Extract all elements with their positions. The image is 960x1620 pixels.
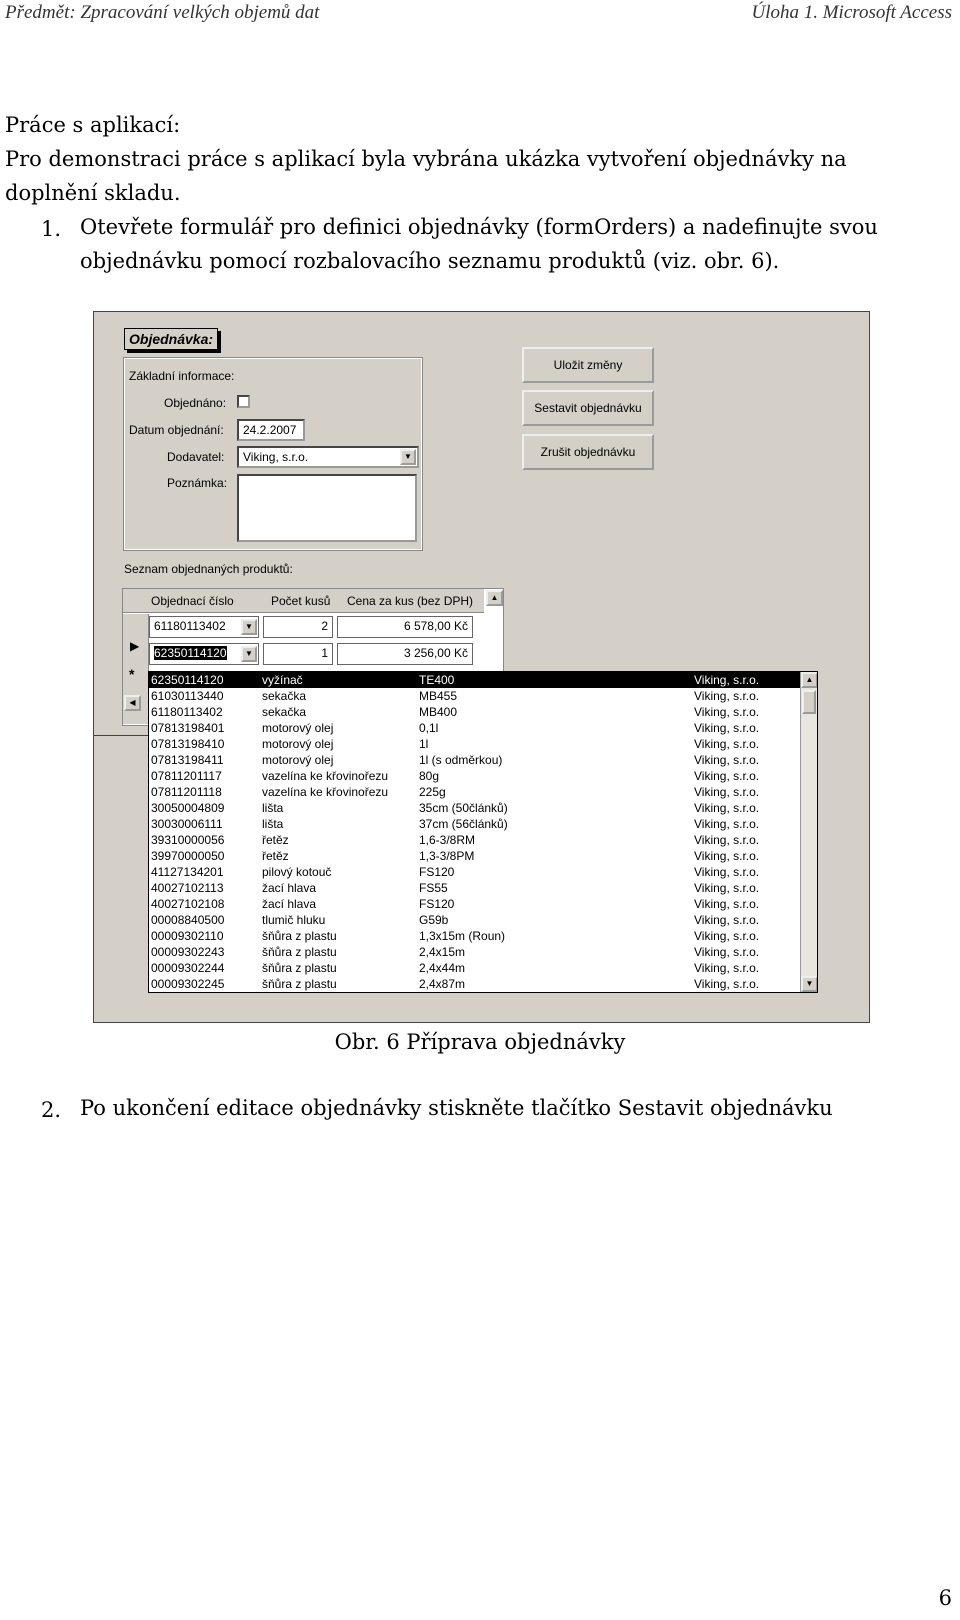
dropdown-item-supplier: Viking, s.r.o. [694, 785, 760, 799]
dropdown-item-type: 1l [419, 737, 429, 751]
dropdown-item-code: 00009302245 [151, 977, 225, 991]
dropdown-item-code: 00009302110 [151, 929, 224, 943]
dropdown-item[interactable] [149, 944, 817, 960]
dropdown-item-code: 30050004809 [151, 801, 225, 815]
dropdown-item[interactable] [149, 816, 817, 832]
grid-scroll-left-icon[interactable]: ◀ [124, 695, 141, 711]
dropdown-item[interactable] [149, 960, 817, 976]
dropdown-item[interactable] [149, 688, 817, 704]
dropdown-item-supplier: Viking, s.r.o. [694, 865, 760, 879]
supplier-combo[interactable] [237, 446, 419, 468]
dropdown-item-type: 1l (s odměrkou) [419, 753, 503, 767]
dropdown-item-supplier: Viking, s.r.o. [694, 673, 760, 687]
step-1-line-2: objednávku pomocí rozbalovacího seznamu produktů (viz. obr. 6). [80, 249, 780, 273]
dropdown-item-supplier: Viking, s.r.o. [694, 801, 760, 815]
ordered-label: Objednáno: [164, 396, 227, 410]
product-dropdown-list[interactable] [148, 671, 818, 993]
row-2-order-number-text: 62350114120 [154, 646, 227, 660]
dropdown-item-supplier: Viking, s.r.o. [694, 769, 760, 783]
dropdown-item[interactable] [149, 848, 817, 864]
step-1-number: 1. [41, 217, 62, 241]
dropdown-item[interactable] [149, 672, 817, 688]
dropdown-item-name: vazelína ke křovinořezu [262, 769, 389, 783]
dropdown-item[interactable] [149, 720, 817, 736]
intro-line-1: Pro demonstraci práce s aplikací byla vybrána ukázka vytvoření objednávky na [5, 147, 847, 171]
dropdown-item-type: 1,3x15m (Roun) [419, 929, 506, 943]
col-order-number: Objednací číslo [151, 594, 234, 608]
dropdown-item-name: řetěz [262, 849, 289, 863]
dropdown-scroll-thumb[interactable] [802, 690, 816, 714]
header-right: Úloha 1. Microsoft Access [751, 2, 952, 23]
col-quantity: Počet kusů [271, 594, 331, 608]
dropdown-item-type: 1,3-3/8PM [419, 849, 475, 863]
dropdown-item-name: vazelína ke křovinořezu [262, 785, 389, 799]
dropdown-item-name: sekačka [262, 689, 307, 703]
grid-scroll-up-icon[interactable]: ▲ [486, 590, 503, 606]
dropdown-item-name: vyžínač [262, 673, 303, 687]
dropdown-item-type: 80g [419, 769, 440, 783]
row-1-order-number[interactable]: 61180113402 [149, 616, 259, 638]
dropdown-scroll-down-icon[interactable]: ▼ [801, 976, 818, 992]
figure-caption: Obr. 6 Příprava objednávky [334, 1030, 626, 1054]
step-1-line-1: Otevřete formulář pro definici objednávky (formOrders) a nadefinujte svou [80, 215, 878, 239]
dropdown-item-type: 35cm (50článků) [419, 801, 508, 815]
dropdown-item-code: 30030006111 [151, 817, 223, 831]
dropdown-item-name: pilový kotouč [262, 865, 332, 879]
dropdown-item-name: šňůra z plastu [262, 929, 337, 943]
dropdown-item-type: 225g [419, 785, 446, 799]
dropdown-item-supplier: Viking, s.r.o. [694, 897, 760, 911]
dropdown-item-type: FS120 [419, 897, 455, 911]
dropdown-item[interactable] [149, 880, 817, 896]
dropdown-item-supplier: Viking, s.r.o. [694, 817, 760, 831]
dropdown-item-supplier: Viking, s.r.o. [694, 849, 760, 863]
dropdown-item-supplier: Viking, s.r.o. [694, 929, 760, 943]
dropdown-scrollbar[interactable] [800, 672, 817, 992]
group-label: Základní informace: [129, 369, 235, 383]
supplier-value: Viking, s.r.o. [243, 450, 309, 464]
dropdown-item-name: žací hlava [262, 897, 317, 911]
intro-heading: Práce s aplikací: [5, 113, 181, 137]
note-label: Poznámka: [167, 476, 228, 490]
dropdown-item[interactable] [149, 736, 817, 752]
header-left: Předmět: Zpracování velkých objemů dat [5, 2, 320, 23]
dropdown-item-type: 37cm (56článků) [419, 817, 508, 831]
page-number: 6 [938, 1586, 952, 1610]
dropdown-item[interactable] [149, 832, 817, 848]
note-field[interactable] [237, 474, 417, 542]
dropdown-item-name: tlumič hluku [262, 913, 326, 927]
dropdown-item-name: motorový olej [262, 721, 334, 735]
cancel-order-button[interactable]: Zrušit objednávku [522, 434, 654, 470]
dropdown-item-type: FS120 [419, 865, 455, 879]
dropdown-item-supplier: Viking, s.r.o. [694, 881, 760, 895]
dropdown-item[interactable] [149, 768, 817, 784]
dropdown-item[interactable] [149, 800, 817, 816]
form-divider [94, 735, 148, 736]
row-2-price[interactable]: 3 256,00 Kč [337, 643, 473, 665]
dropdown-item-supplier: Viking, s.r.o. [694, 737, 760, 751]
row-2-quantity[interactable]: 1 [263, 643, 333, 665]
dropdown-item-code: 07813198401 [151, 721, 225, 735]
dropdown-item-name: šňůra z plastu [262, 961, 337, 975]
dropdown-item-name: šňůra z plastu [262, 977, 337, 991]
dropdown-item-code: 00009302244 [151, 961, 225, 975]
supplier-dropdown-icon[interactable]: ▼ [400, 449, 416, 465]
dropdown-item-code: 61030113440 [151, 689, 224, 703]
new-record-icon: * [129, 666, 135, 682]
col-unit-price: Cena za kus (bez DPH) [347, 594, 474, 608]
dropdown-item-type: 0,1l [419, 721, 439, 735]
dropdown-item-supplier: Viking, s.r.o. [694, 961, 760, 975]
row-1-price[interactable]: 6 578,00 Kč [337, 616, 473, 638]
dropdown-item[interactable] [149, 864, 817, 880]
dropdown-item-name: šňůra z plastu [262, 945, 337, 959]
dropdown-item-supplier: Viking, s.r.o. [694, 721, 760, 735]
dropdown-item-name: motorový olej [262, 737, 334, 751]
dropdown-item-name: žací hlava [262, 881, 317, 895]
dropdown-item-code: 07811201118 [151, 785, 222, 799]
dropdown-item-type: 2,4x44m [419, 961, 466, 975]
form-title: Objednávka: [124, 328, 218, 350]
dropdown-item[interactable] [149, 928, 817, 944]
dropdown-item-supplier: Viking, s.r.o. [694, 977, 760, 991]
dropdown-item-type: MB455 [419, 689, 458, 703]
ordered-checkbox[interactable] [237, 395, 250, 408]
dropdown-item-type: G59b [419, 913, 449, 927]
dropdown-item-supplier: Viking, s.r.o. [694, 689, 760, 703]
dropdown-item-code: 61180113402 [151, 705, 223, 719]
dropdown-item-code: 00008840500 [151, 913, 225, 927]
dropdown-item-code: 00009302243 [151, 945, 225, 959]
dropdown-item-type: 2,4x87m [419, 977, 466, 991]
dropdown-item-type: MB400 [419, 705, 458, 719]
products-label: Seznam objednaných produktů: [124, 562, 293, 576]
dropdown-item-name: řetěz [262, 833, 289, 847]
dropdown-item-type: TE400 [419, 673, 455, 687]
step-2-number: 2. [41, 1098, 62, 1122]
dropdown-item-code: 62350114120 [151, 673, 224, 687]
dropdown-item-name: lišta [262, 817, 284, 831]
dropdown-item[interactable] [149, 896, 817, 912]
build-order-button[interactable]: Sestavit objednávku [522, 390, 654, 426]
dropdown-item-type: 2,4x15m [419, 945, 466, 959]
dropdown-item-type: 1,6-3/8RM [419, 833, 476, 847]
dropdown-item-supplier: Viking, s.r.o. [694, 913, 760, 927]
dropdown-item[interactable] [149, 912, 817, 928]
dropdown-item-supplier: Viking, s.r.o. [694, 945, 760, 959]
dropdown-item-name: motorový olej [262, 753, 334, 767]
order-form-screenshot [93, 311, 870, 1023]
dropdown-item[interactable] [149, 752, 817, 768]
dropdown-item-supplier: Viking, s.r.o. [694, 833, 760, 847]
dropdown-item-name: sekačka [262, 705, 307, 719]
dropdown-item-code: 39970000050 [151, 849, 225, 863]
intro-line-2: doplnění skladu. [5, 181, 181, 205]
current-record-icon: ▶ [130, 639, 140, 653]
dropdown-item-code: 39310000056 [151, 833, 225, 847]
row-2-dropdown-icon[interactable]: ▼ [241, 646, 257, 662]
dropdown-item-supplier: Viking, s.r.o. [694, 705, 760, 719]
dropdown-item[interactable] [149, 976, 817, 992]
supplier-label: Dodavatel: [167, 450, 225, 464]
date-label: Datum objednání: [129, 423, 224, 437]
save-changes-button[interactable]: Uložit změny [522, 347, 654, 383]
dropdown-item-code: 41127134201 [151, 865, 224, 879]
dropdown-item-code: 07813198410 [151, 737, 225, 751]
dropdown-item-code: 40027102108 [151, 897, 225, 911]
date-field[interactable]: 24.2.2007 [237, 419, 305, 441]
dropdown-item-code: 07811201117 [151, 769, 222, 783]
dropdown-item-supplier: Viking, s.r.o. [694, 753, 760, 767]
dropdown-item[interactable] [149, 704, 817, 720]
dropdown-item-code: 07813198411 [151, 753, 224, 767]
row-1-quantity[interactable]: 2 [263, 616, 333, 638]
dropdown-item[interactable] [149, 784, 817, 800]
dropdown-item-name: lišta [262, 801, 284, 815]
step-2-text: Po ukončení editace objednávky stiskněte tlačítko Sestavit objednávku [80, 1096, 833, 1120]
dropdown-scroll-up-icon[interactable]: ▲ [801, 672, 818, 688]
dropdown-item-code: 40027102113 [151, 881, 224, 895]
dropdown-item-type: FS55 [419, 881, 448, 895]
row-1-dropdown-icon[interactable]: ▼ [241, 619, 257, 635]
